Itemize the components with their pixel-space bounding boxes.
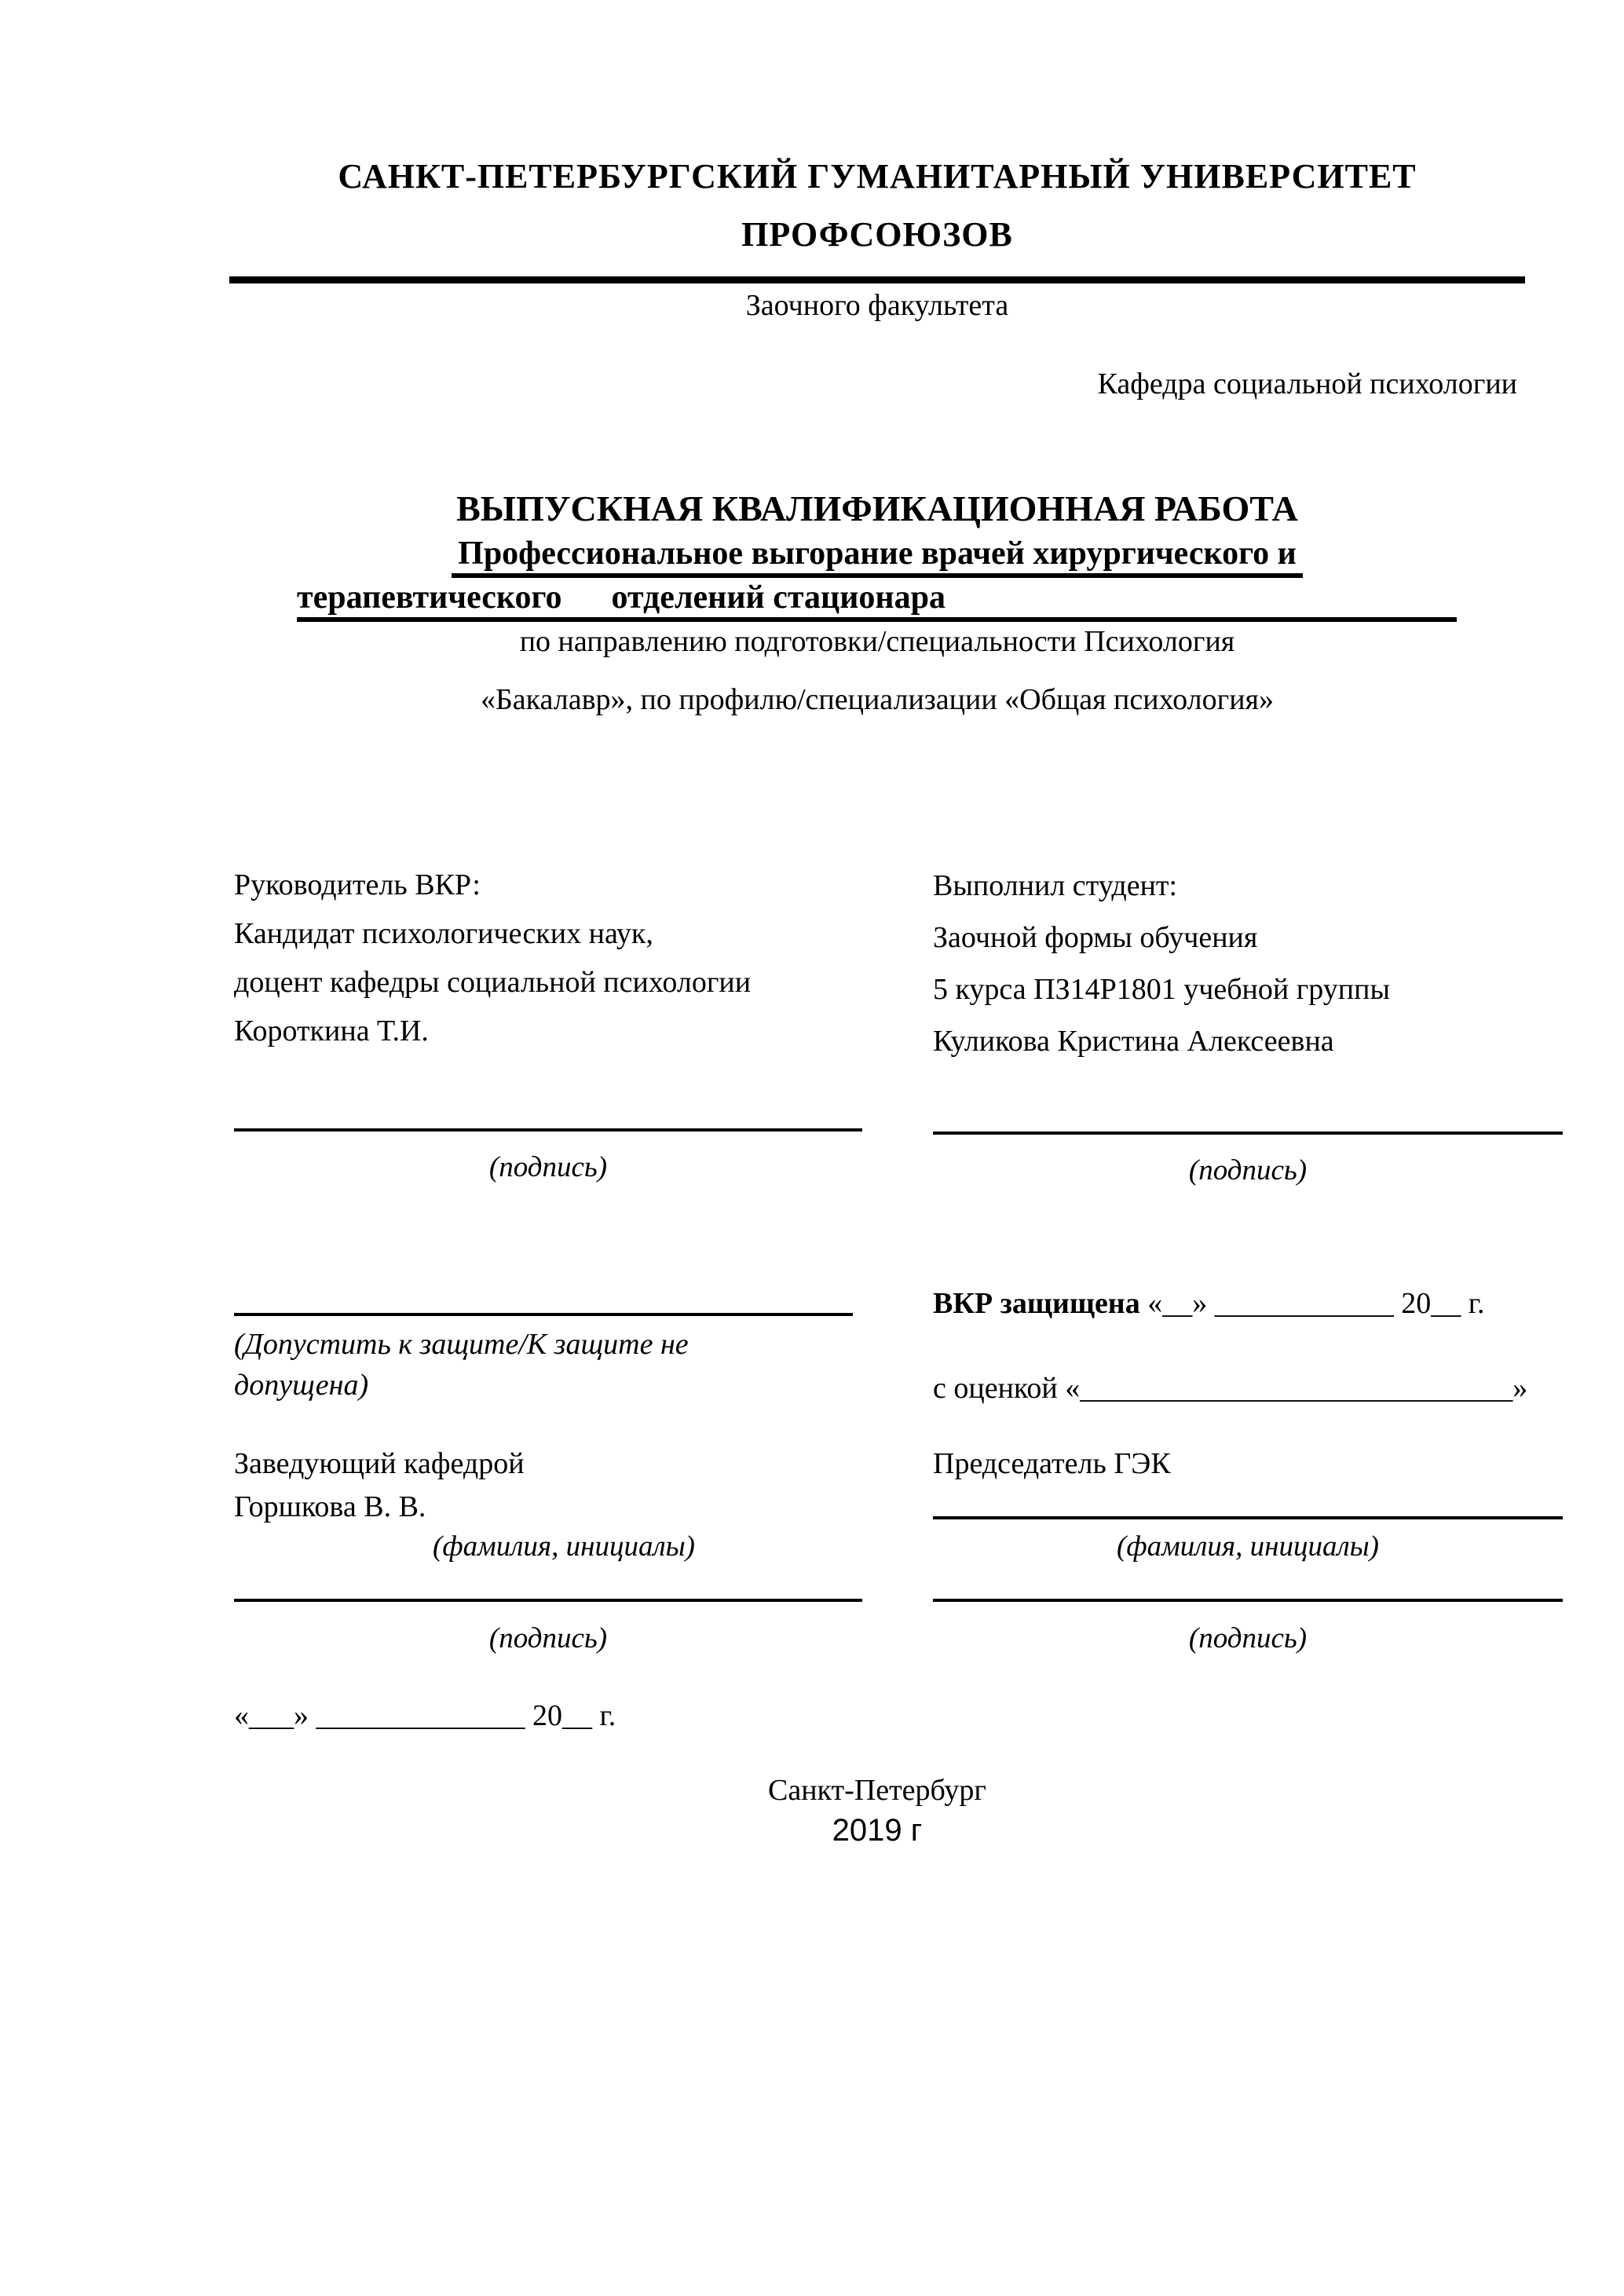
- thesis-title-line1-row: [229, 536, 1525, 578]
- faculty-line: Заочного факультета: [745, 289, 1009, 322]
- department-head-name: Горшкова В. В.: [234, 1490, 426, 1523]
- student-signature-caption: (подпись): [1188, 1154, 1308, 1186]
- direction-line: по направлению подготовки/специальности Психология: [519, 625, 1235, 658]
- university-name-line2: ПРОФСОЮЗОВ: [741, 215, 1013, 254]
- admission-note: [234, 1324, 909, 1406]
- supervisor-block: [234, 861, 886, 1055]
- student-name: Куликова Кристина Алексеевна: [933, 1025, 1334, 1058]
- admission-decision-line: [234, 1313, 853, 1316]
- supervisor-signature-line: [234, 1128, 862, 1132]
- year-line: 2019 г: [832, 1813, 923, 1848]
- defense-defended-label: ВКР защищена: [933, 1287, 1140, 1320]
- chairman-name-line: [933, 1516, 1563, 1519]
- university-name-line1: САНКТ-ПЕТЕРБУРГСКИЙ ГУМАНИТАРНЫЙ УНИВЕРСИТЕТ: [338, 157, 1417, 196]
- work-type-heading: ВЫПУСКНАЯ КВАЛИФИКАЦИОННАЯ РАБОТА: [456, 488, 1298, 528]
- supervisor-position: доцент кафедры социальной психологии: [234, 966, 752, 999]
- head-name-caption: (фамилия, инициалы): [433, 1530, 695, 1563]
- student-study-form: Заочной формы обучения: [933, 921, 1258, 954]
- degree-line: «Бакалавр», по профилю/специализации «Общая психология»: [480, 683, 1275, 716]
- chairman-signature-line: [933, 1599, 1563, 1602]
- thesis-title-line1: Профессиональное выгорание врачей хирургического и: [452, 536, 1303, 578]
- student-block: [933, 860, 1600, 1067]
- student-label: Выполнил студент:: [933, 869, 1178, 902]
- supervisor-label: Руководитель ВКР:: [234, 868, 481, 901]
- admission-note-line2: допущена): [234, 1369, 369, 1402]
- admission-date-row: «___» ______________ 20__ г.: [234, 1699, 616, 1732]
- department-head-label: Заведующий кафедрой: [234, 1447, 525, 1480]
- defense-date-row: [933, 1284, 1485, 1323]
- defense-grade-row: с оценкой «_____________________________»: [933, 1372, 1528, 1405]
- student-group: 5 курса ПЗ14Р1801 учебной группы: [933, 973, 1391, 1006]
- admission-note-line1: (Допустить к защите/К защите не: [234, 1328, 689, 1361]
- chairman-signature-caption: (подпись): [1188, 1622, 1308, 1654]
- city-line: Санкт-Петербург: [767, 1774, 987, 1807]
- student-signature-line: [933, 1132, 1563, 1135]
- head-signature-line: [234, 1599, 862, 1602]
- thesis-title-line2: терапевтического отделений стационара: [297, 579, 1457, 622]
- chairman-label: Председатель ГЭК: [933, 1447, 1171, 1480]
- department-line: Кафедра социальной психологии: [1097, 367, 1517, 400]
- supervisor-academic-degree: Кандидат психологических наук,: [234, 917, 653, 950]
- header-divider: [229, 276, 1525, 283]
- supervisor-name: Короткина Т.И.: [234, 1015, 429, 1047]
- chairman-name-caption: (фамилия, инициалы): [1117, 1530, 1379, 1563]
- head-signature-caption: (подпись): [488, 1622, 608, 1654]
- defense-defended-date: «__» ____________ 20__ г.: [1139, 1287, 1485, 1320]
- supervisor-signature-caption: (подпись): [488, 1151, 608, 1183]
